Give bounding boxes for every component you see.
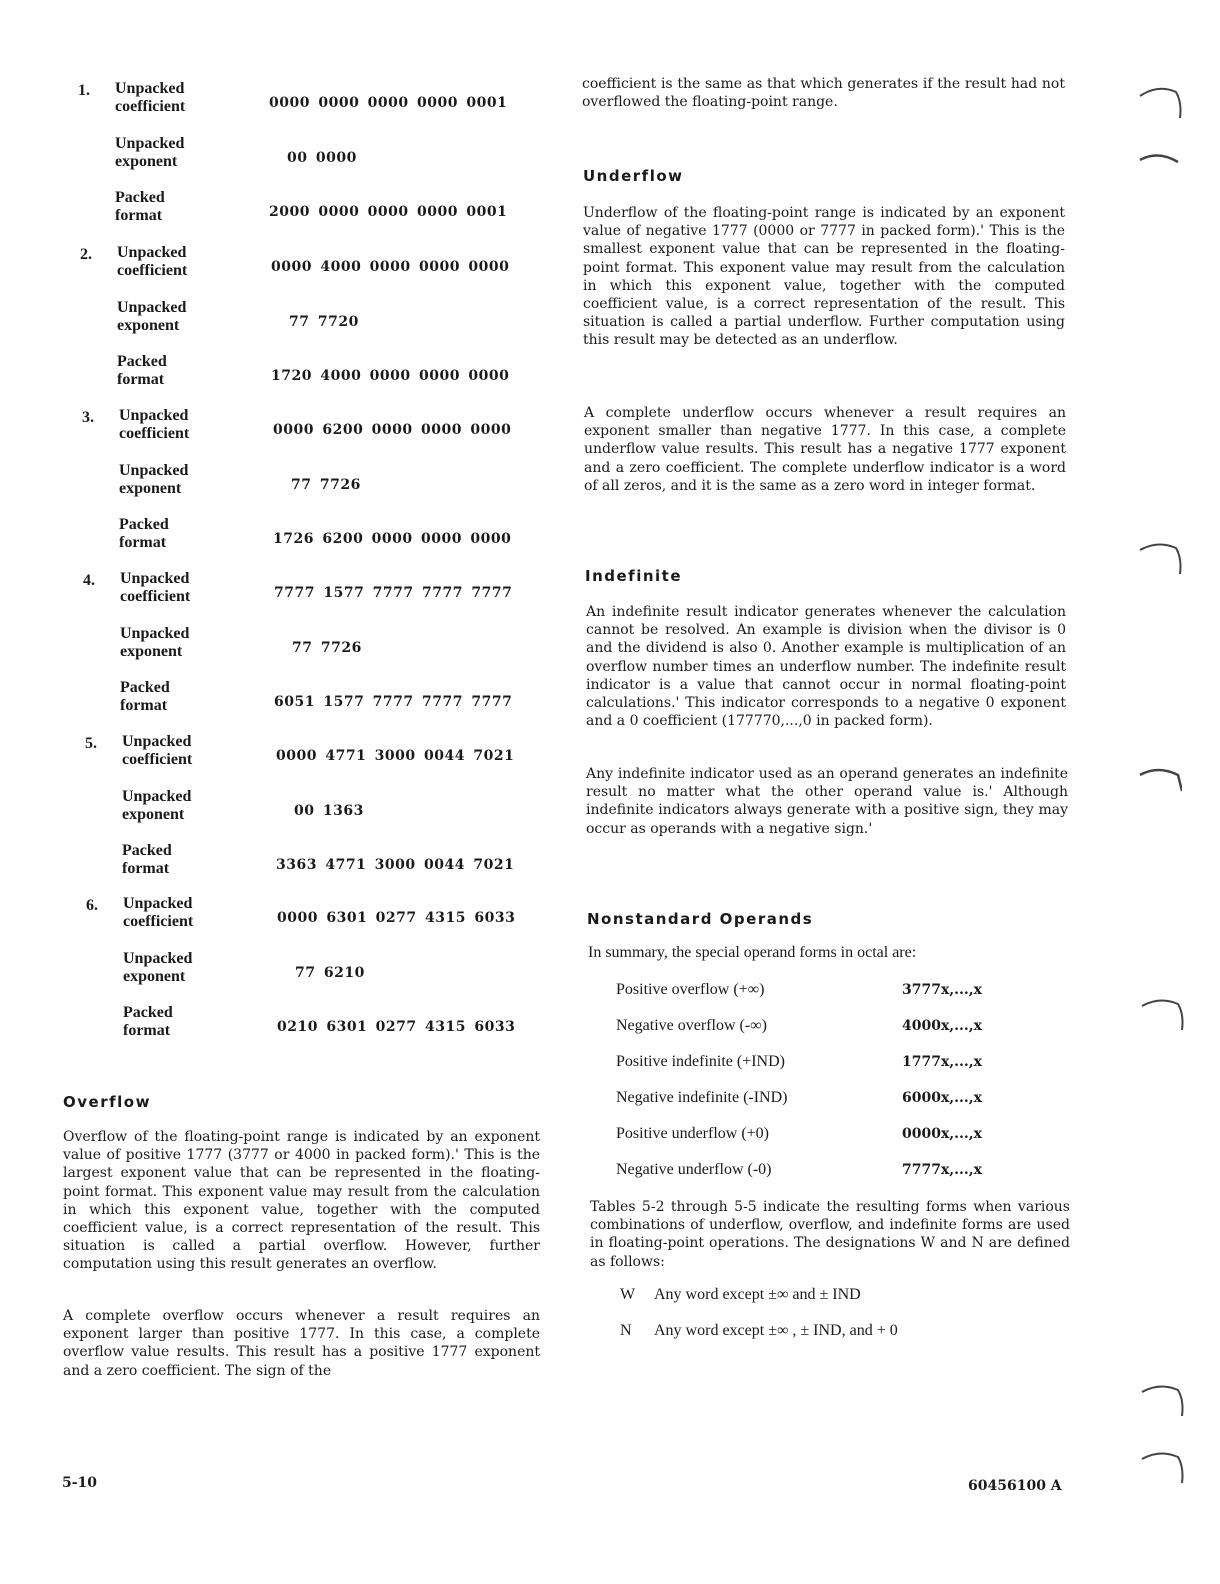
example-row-label-line: coefficient [123, 913, 194, 930]
example-row-label [119, 462, 188, 498]
special-form-value: 3777x,...,x [902, 982, 983, 998]
example-row-label-line: format [122, 860, 170, 877]
example-row-label-line: format [120, 697, 168, 714]
example-row-label-line: coefficient [115, 98, 186, 115]
example-row-value: 77 7726 [292, 640, 362, 656]
example-row-label-line: exponent [119, 480, 182, 497]
example-row-label-line: Unpacked [120, 570, 190, 587]
example-row-label-line: exponent [122, 806, 185, 823]
tables-paragraph: Tables 5-2 through 5-5 indicate the resulting forms when various combinations of underflow, overflow, and indefinite forms are used in floating-point operations. The designations W and N are defined as follows: [590, 1199, 1070, 1270]
example-row-value: 00 1363 [294, 803, 364, 819]
special-form-name: Negative underflow (-0) [616, 1161, 772, 1178]
special-form-value: 1777x,...,x [902, 1054, 983, 1070]
page-number: 5-10 [62, 1475, 98, 1491]
example-row-label-line: Packed [117, 353, 167, 370]
example-row-value: 77 7726 [291, 477, 361, 493]
example-row-label-line: Unpacked [115, 135, 185, 152]
special-form-value: 7777x,...,x [902, 1162, 983, 1178]
special-form-value: 6000x,...,x [902, 1090, 983, 1106]
example-row-label [123, 895, 193, 931]
example-row-label-line: format [123, 1022, 171, 1039]
overflow-paragraph-2: A complete overflow occurs whenever a result requires an exponent larger than positive 1777. In this case, a complete overflow value results. This result has a positive 1777 exponent and a zero coefficient. The sign of the [63, 1308, 540, 1379]
binder-hole-icon [1140, 1380, 1184, 1420]
example-row-value: 6051 1577 7777 7777 7777 [274, 694, 513, 710]
example-row-value: 0000 4771 3000 0044 7021 [276, 748, 515, 764]
example-row-label-line: coefficient [120, 588, 191, 605]
example-row-label [115, 189, 165, 225]
example-row-label [115, 135, 184, 171]
example-row-label-line: Unpacked [123, 950, 193, 967]
binder-hole-icon [1138, 148, 1182, 188]
example-row-value: 0000 0000 0000 0000 0001 [269, 95, 508, 111]
example-row-label-line: coefficient [122, 751, 193, 768]
example-row-label-line: exponent [120, 643, 183, 660]
example-row-label [120, 570, 190, 606]
example-row-value: 2000 0000 0000 0000 0001 [269, 204, 508, 220]
binder-hole-icon [1140, 994, 1184, 1034]
example-row-label-line: exponent [115, 153, 178, 170]
example-row-label [120, 679, 170, 715]
binder-hole-icon [1138, 763, 1182, 803]
underflow-paragraph-1: Underflow of the floating-point range is indicated by an exponent value of negative 1777 (0000 or 7777 in packed form).' This is the smallest exponent value that can be represented in the floating-point format. This exponent value may result from the calculation in which this exponent value, together with the computed coefficient value, is a correct representation of the result. This situation is called a partial underflow. Further computation using this result may be detected as an underflow. [583, 205, 1065, 349]
example-row-label [122, 733, 192, 769]
underflow-paragraph-2: A complete underflow occurs whenever a result requires an exponent smaller than negative 1777. In this case, a complete underflow value results. This result has a negative 1777 exponent and a zero coefficient. The complete underflow indicator is a word of all zeros, and it is the same as a zero word in integer format. [584, 405, 1066, 494]
special-form-value: 0000x,...,x [902, 1126, 983, 1142]
designation-text: Any word except ±∞ and ± IND [654, 1286, 861, 1303]
example-row-label-line: Packed [122, 842, 172, 859]
example-row-label [117, 353, 167, 389]
example-number: 4. [83, 572, 95, 589]
underflow-heading: Underflow [583, 167, 684, 185]
example-row-label-line: format [119, 534, 167, 551]
indefinite-paragraph-1: An indefinite result indicator generates whenever the calculation cannot be resolved. An example is division when the divisor is 0 and the dividend is also 0. Another example is multiplication of an overflow number times an underflow number. The indefinite result indicator is a value that cannot occur in normal floating-point calculations.' This indicator corresponds to a negative 0 exponent and a 0 coefficient (177770,...,0 in packed form). [586, 604, 1066, 730]
example-row-label-line: exponent [117, 317, 180, 334]
document-number: 60456100 A [968, 1478, 1062, 1494]
designation-key: W [620, 1286, 636, 1303]
example-row-label-line: Packed [120, 679, 170, 696]
overflow-paragraph-1: Overflow of the floating-point range is indicated by an exponent value of positive 1777 (3777 or 4000 in packed form).' This is the largest exponent value that can be represented in the floating-point format. This exponent value may result from the calculation in which this exponent value, together with the computed coefficient value, is a correct representation of the result. This situation is called a partial overflow. However, further computation using this result generates an overflow. [63, 1129, 540, 1273]
example-row-label-line: Unpacked [117, 244, 187, 261]
example-row-label [119, 516, 169, 552]
example-row-label-line: Unpacked [123, 895, 193, 912]
example-row-value: 00 0000 [287, 150, 357, 166]
example-number: 6. [86, 897, 98, 914]
special-form-name: Positive indefinite (+IND) [616, 1053, 785, 1070]
example-row-label-line: format [117, 371, 165, 388]
nonstandard-heading: Nonstandard Operands [587, 910, 814, 928]
special-form-name: Positive underflow (+0) [616, 1125, 769, 1142]
example-row-value: 77 7720 [289, 314, 359, 330]
example-row-value: 0000 6200 0000 0000 0000 [273, 422, 512, 438]
example-row-value: 0000 4000 0000 0000 0000 [271, 259, 510, 275]
example-row-value: 77 6210 [295, 965, 365, 981]
example-row-value: 0000 6301 0277 4315 6033 [277, 910, 516, 926]
example-row-label-line: exponent [123, 968, 186, 985]
special-form-name: Negative indefinite (-IND) [616, 1089, 788, 1106]
special-form-name: Positive overflow (+∞) [616, 981, 765, 998]
designation-key: N [620, 1322, 632, 1339]
example-row-label-line: Packed [119, 516, 169, 533]
example-row-value: 1726 6200 0000 0000 0000 [273, 531, 512, 547]
example-number: 5. [85, 735, 97, 752]
example-row-value: 3363 4771 3000 0044 7021 [276, 857, 515, 873]
special-form-value: 4000x,...,x [902, 1018, 983, 1034]
example-row-label-line: Unpacked [117, 299, 187, 316]
example-row-label-line: Unpacked [122, 788, 192, 805]
indefinite-heading: Indefinite [585, 567, 683, 585]
example-number: 1. [78, 82, 90, 99]
example-row-label-line: Packed [123, 1004, 173, 1021]
example-row-label-line: Packed [115, 189, 165, 206]
example-number: 2. [80, 246, 92, 263]
binder-hole-icon [1140, 1447, 1184, 1487]
overflow-continued-paragraph: coefficient is the same as that which generates if the result had not overflowed the floating-point range. [582, 76, 1065, 111]
example-row-label-line: Unpacked [119, 407, 189, 424]
example-row-value: 1720 4000 0000 0000 0000 [271, 368, 510, 384]
example-row-label [120, 625, 189, 661]
overflow-heading: Overflow [63, 1093, 151, 1111]
example-row-label [117, 299, 186, 335]
example-row-label-line: Unpacked [120, 625, 190, 642]
designation-text: Any word except ±∞ , ± IND, and + 0 [654, 1322, 898, 1339]
example-row-label-line: format [115, 207, 163, 224]
special-form-name: Negative overflow (-∞) [616, 1017, 767, 1034]
example-row-label-line: coefficient [119, 425, 190, 442]
example-row-label [122, 842, 172, 878]
indefinite-paragraph-2: Any indefinite indicator used as an operand generates an indefinite result no matter what the other operand value is.' Although indefinite indicators always generate with a positive sign, they may occur as operands with a negative sign.' [586, 766, 1068, 837]
example-number: 3. [82, 409, 94, 426]
example-row-label [123, 950, 192, 986]
binder-hole-icon [1138, 82, 1182, 122]
example-row-label [122, 788, 191, 824]
example-row-value: 0210 6301 0277 4315 6033 [277, 1019, 516, 1035]
example-row-label [119, 407, 189, 443]
example-row-label-line: Unpacked [115, 80, 185, 97]
example-row-label-line: Unpacked [122, 733, 192, 750]
example-row-label [117, 244, 187, 280]
example-row-label [123, 1004, 173, 1040]
example-row-label-line: coefficient [117, 262, 188, 279]
example-row-label-line: Unpacked [119, 462, 189, 479]
example-row-label [115, 80, 185, 116]
binder-hole-icon [1138, 538, 1182, 578]
example-row-value: 7777 1577 7777 7777 7777 [274, 585, 513, 601]
nonstandard-intro: In summary, the special operand forms in octal are: [588, 944, 917, 961]
